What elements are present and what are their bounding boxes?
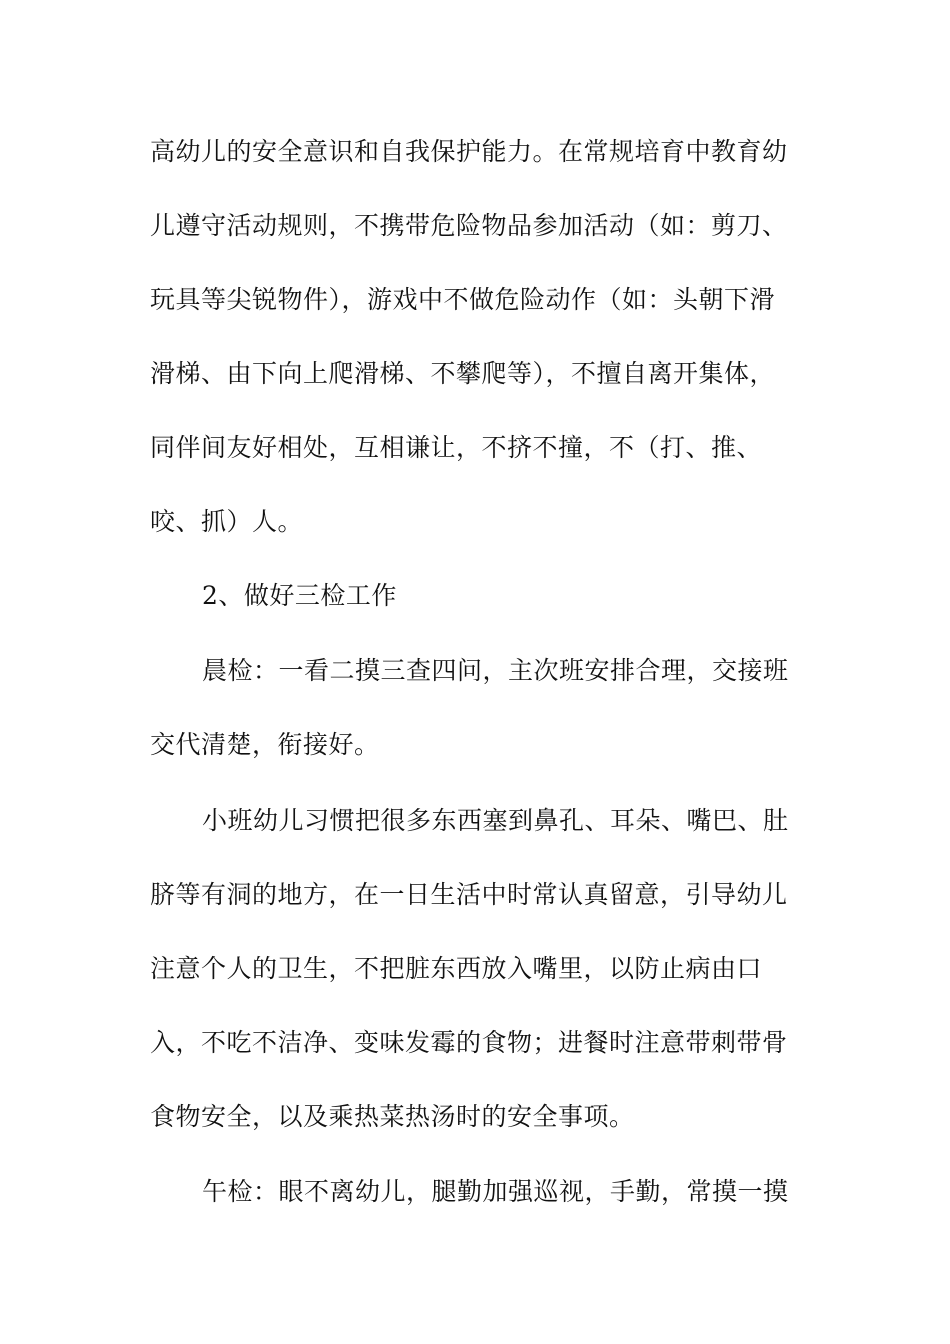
text-line-6: 咬、抓）人。 [150, 507, 304, 536]
text-line-13: 入，不吃不洁净、变味发霉的食物；进餐时注意带刺带骨 [150, 1028, 788, 1057]
text-line-2: 儿遵守活动规则，不携带危险物品参加活动（如：剪刀、 [150, 211, 788, 240]
text-line-15: 午检：眼不离幼儿，腿勤加强巡视，手勤，常摸一摸 [202, 1177, 789, 1206]
text-line-5: 同伴间友好相处，互相谦让，不挤不撞，不（打、推、 [150, 433, 763, 462]
text-line-10: 小班幼儿习惯把很多东西塞到鼻孔、耳朵、嘴巴、肚 [202, 806, 789, 835]
text-line-4: 滑梯、由下向上爬滑梯、不攀爬等），不擅自离开集体， [150, 359, 776, 388]
text-line-3: 玩具等尖锐物件），游戏中不做危险动作（如：头朝下滑 [150, 285, 776, 314]
text-line-9: 交代清楚，衔接好。 [150, 730, 380, 759]
section-heading: 2、做好三检工作 [202, 581, 397, 610]
text-line-14: 食物安全，以及乘热菜热汤时的安全事项。 [150, 1102, 635, 1131]
text-line-12: 注意个人的卫生，不把脏东西放入嘴里，以防止病由口 [150, 954, 763, 983]
text-line-1: 高幼儿的安全意识和自我保护能力。在常规培育中教育幼 [150, 137, 788, 166]
text-line-8: 晨检：一看二摸三查四问，主次班安排合理，交接班 [202, 656, 789, 685]
text-line-11: 脐等有洞的地方，在一日生活中时常认真留意，引导幼儿 [150, 880, 788, 909]
